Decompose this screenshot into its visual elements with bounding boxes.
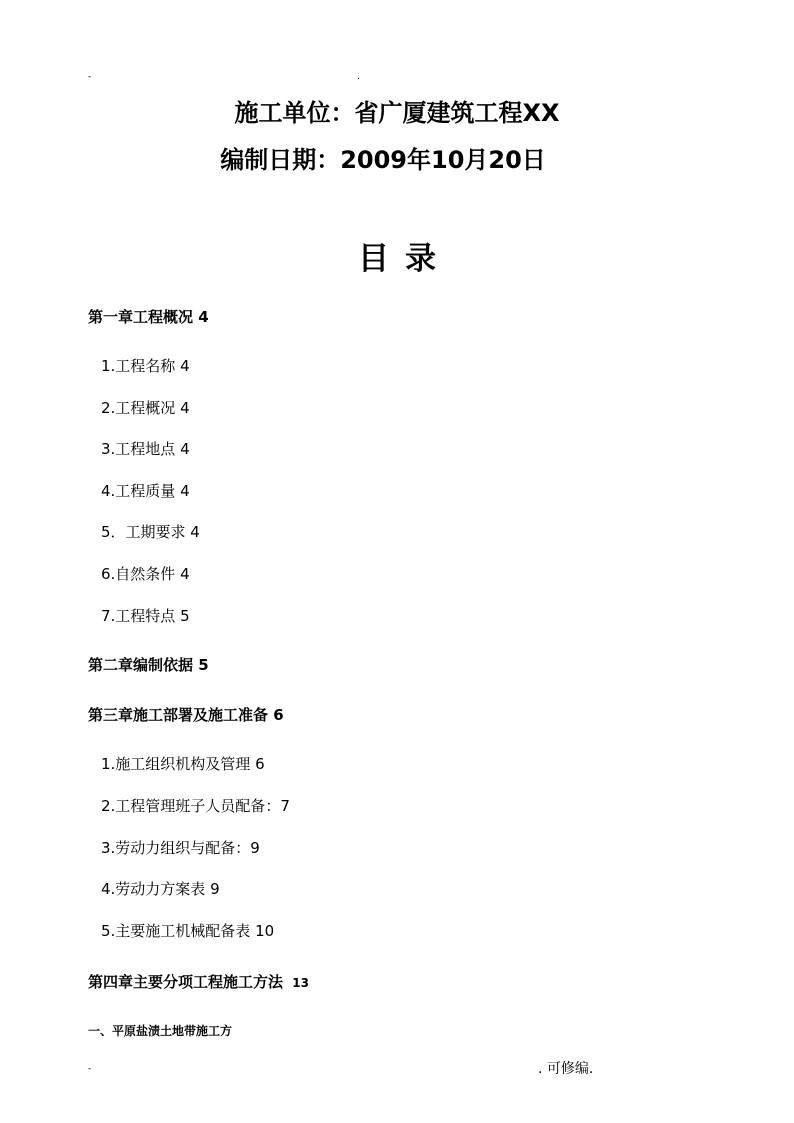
- toc-item-3-3: 3.劳动力组织与配备：9: [101, 839, 260, 857]
- toc-chapter-1: 第一章工程概况 4: [88, 308, 209, 326]
- toc-item-1-6: 6.自然条件 4: [101, 565, 190, 583]
- toc-item-1-4: 4.工程质量 4: [101, 482, 190, 500]
- toc-item-1-3: 3.工程地点 4: [101, 440, 190, 458]
- toc-item-3-5: 5.主要施工机械配备表 10: [101, 922, 275, 940]
- toc-item-3-2: 2.工程管理班子人员配备：7: [101, 797, 290, 815]
- toc-item-1-7: 7.工程特点 5: [101, 607, 190, 625]
- header-mark-right: .: [357, 72, 360, 82]
- toc-chapter-2: 第二章编制依据 5: [88, 656, 209, 674]
- compile-date-line: 编制日期：2009年10月20日: [220, 146, 546, 174]
- footer-mark-left: -: [88, 1064, 92, 1074]
- toc-item-3-4: 4.劳动力方案表 9: [101, 880, 220, 898]
- toc-chapter-4-label: 第四章主要分项工程施工方法: [88, 973, 284, 991]
- toc-chapter-3: 第三章施工部署及施工准备 6: [88, 706, 284, 724]
- toc-item-1-2: 2.工程概况 4: [101, 399, 190, 417]
- footer-editable-note: . 可修编.: [538, 1061, 594, 1077]
- toc-item-1-1: 1.工程名称 4: [101, 357, 190, 375]
- toc-chapter-4-page: 13: [292, 976, 309, 990]
- toc-title: 目录: [358, 241, 452, 277]
- toc-item-3-1: 1.施工组织机构及管理 6: [101, 755, 265, 773]
- toc-section-1: 一、平原盐渍土地带施工方: [88, 1024, 233, 1038]
- contractor-line: 施工单位：省广厦建筑工程XX: [234, 99, 560, 127]
- toc-chapter-4: [88, 972, 309, 993]
- toc-item-1-5: 5．工期要求 4: [101, 523, 200, 541]
- header-mark-left: -: [88, 72, 92, 82]
